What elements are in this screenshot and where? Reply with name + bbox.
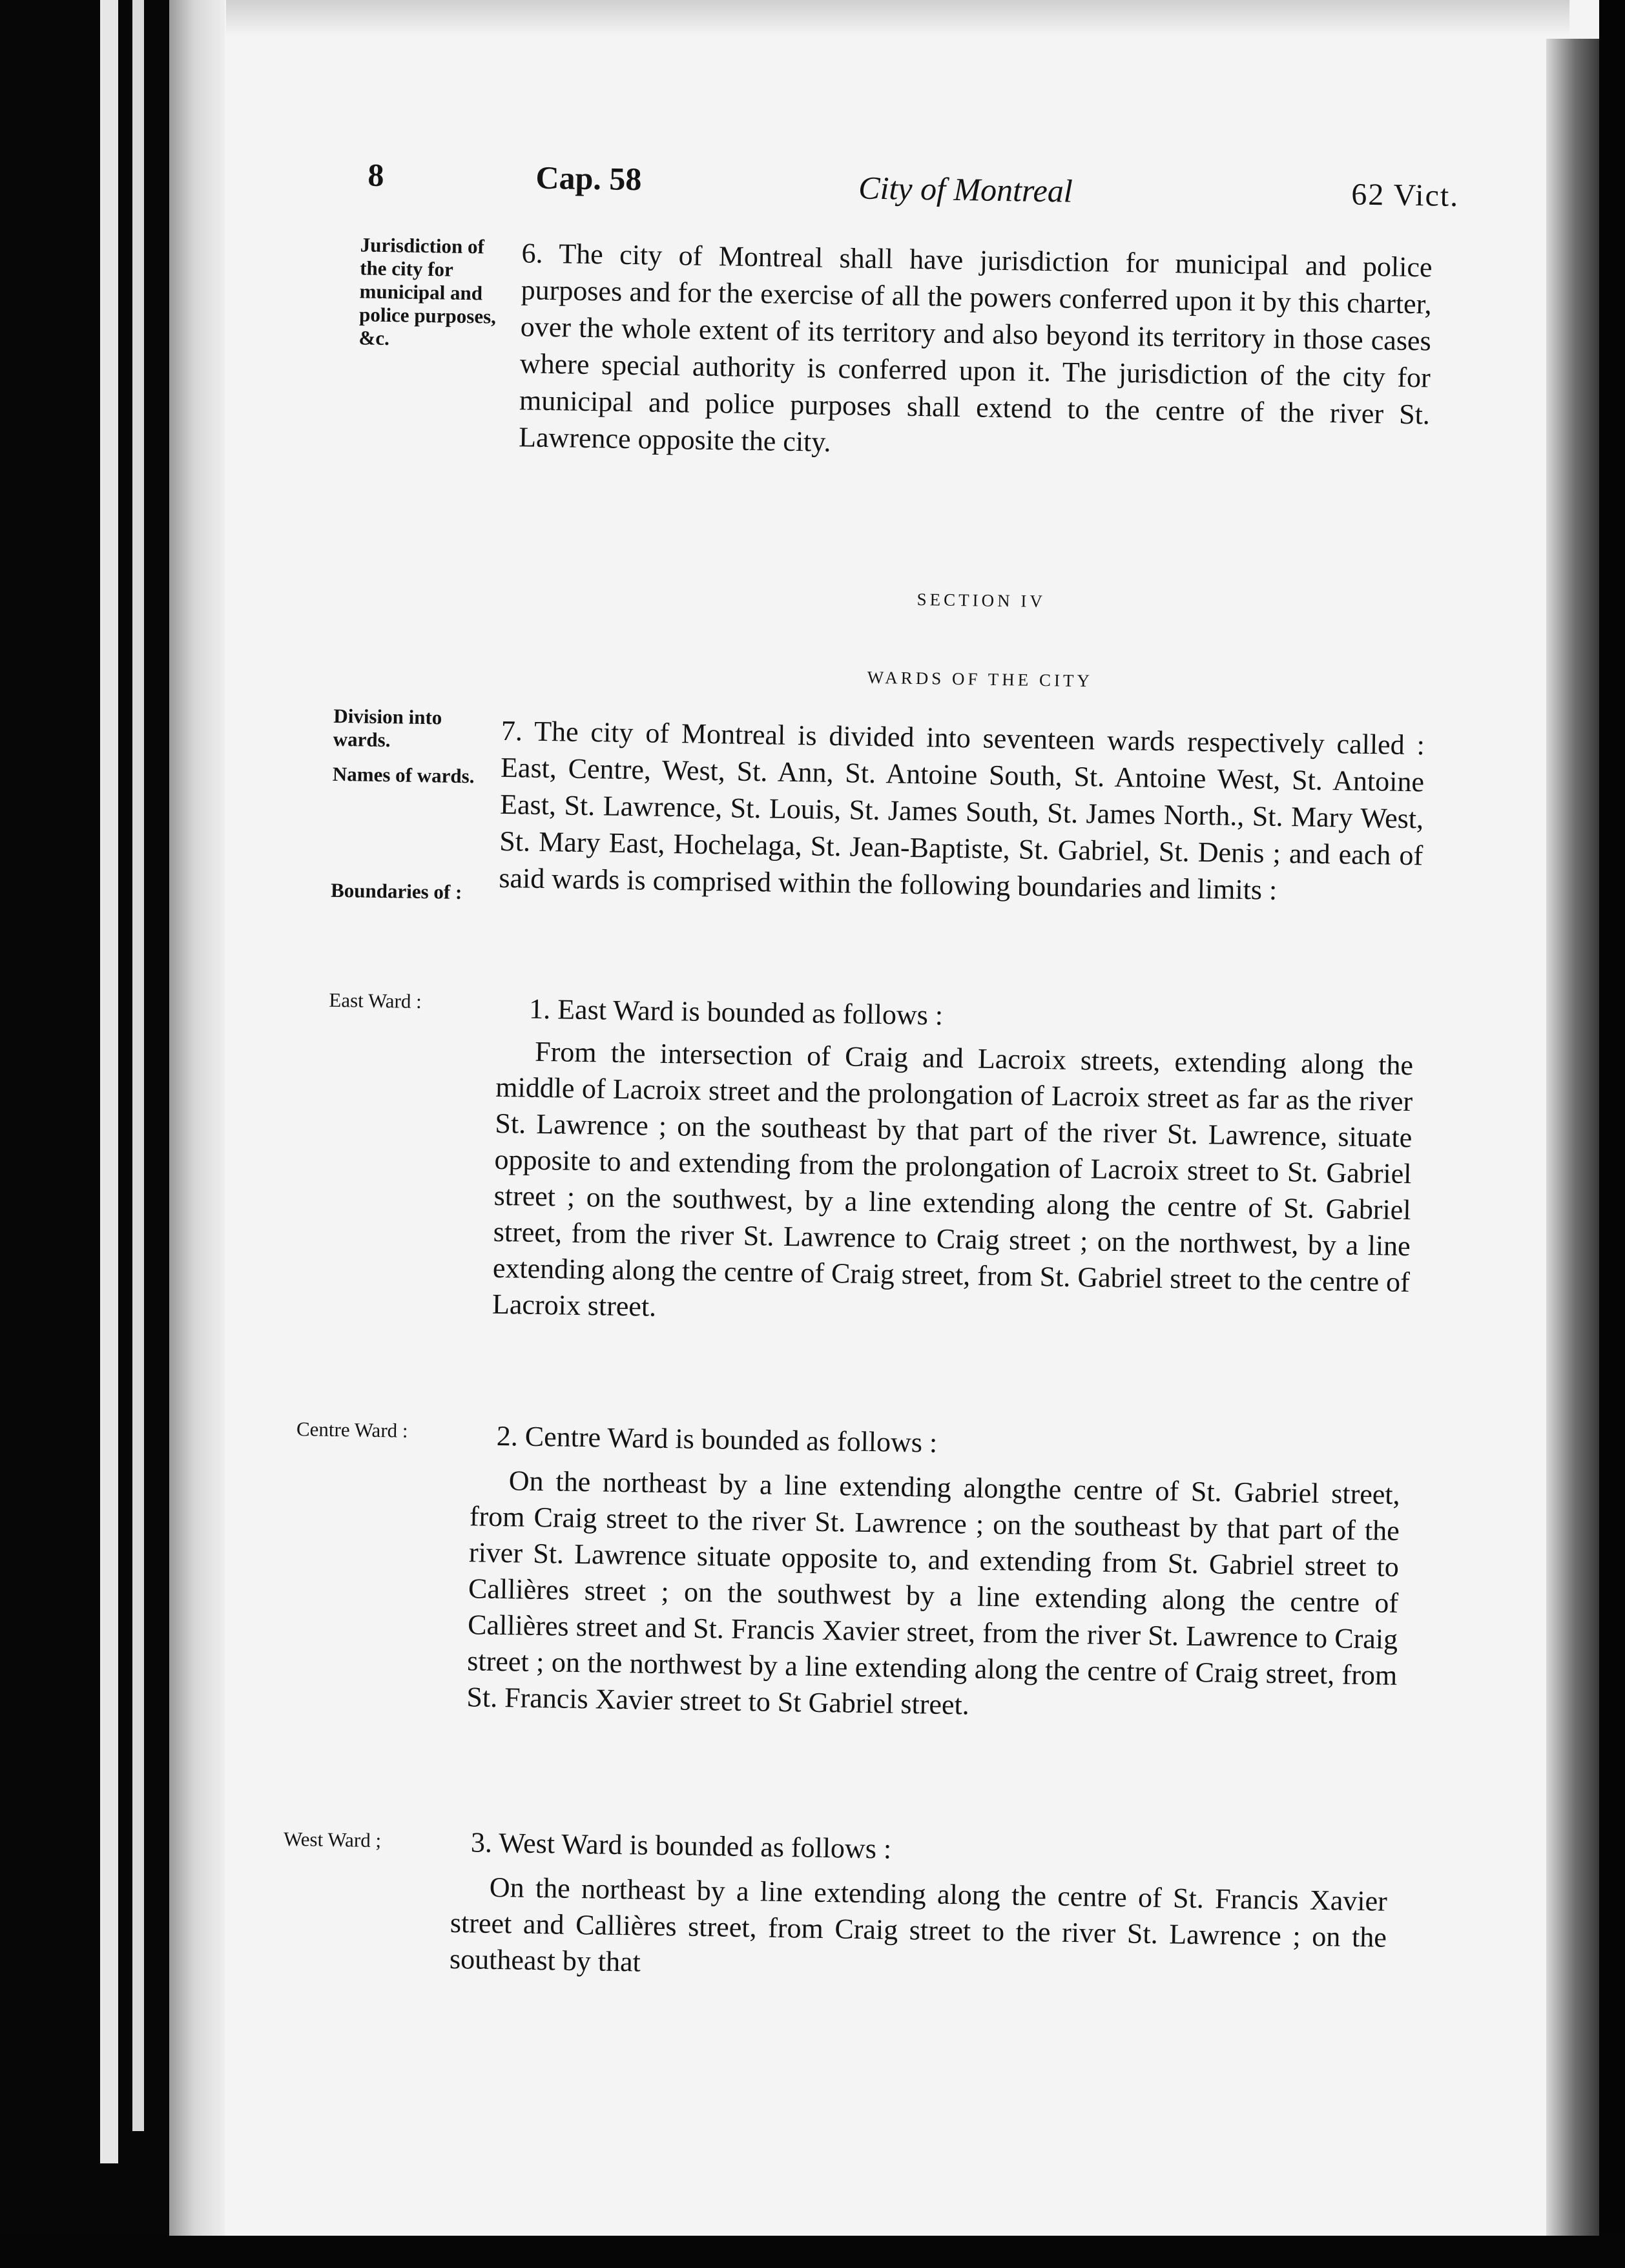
centre-ward-boundaries: On the northeast by a line extending alongthe centre of St. Gabriel street, from Craig street to the river St. Lawrence ; on the southeast by that part of the river St. Lawrence situate opposite to, and extending from St. Gabriel street to Callières street ; on the southwest by a line extending along the centre of Callières street and St. Francis Xavier street, from the river St. Lawrence to Craig street ; on the northwest by a line extending along the centre of Craig street, from St. Francis Xavier street to St Gabriel street.	[466, 1465, 1401, 1721]
scan-border-left	[0, 0, 174, 2268]
section-title: WARDS OF THE CITY	[867, 667, 1093, 691]
scan-page-edge	[100, 0, 118, 2163]
running-header	[303, 155, 1460, 231]
page-number: 8	[367, 156, 384, 193]
section-number: SECTION IV	[916, 590, 1046, 612]
margin-note-east-ward: East Ward :	[329, 988, 422, 1013]
west-ward-boundaries: On the northeast by a line extending along the centre of St. Francis Xavier street and Callières street, from Craig street to the river St. Lawrence ; on the southeast by that	[449, 1871, 1388, 1978]
east-ward-boundaries: From the intersection of Craig and Lacroix streets, extending along the middle of Lacroix street and the prolongation of Lacroix street as far as the river St. Lawrence ; on the southeast by that part of the river St. Lawrence, situate opposite to and extending from the prolongation of Lacroix street to St. Gabriel street ; on the southwest, by a line extending along the centre of St. Gabriel street, from the river St. Lawrence to Craig street ; on the northwest, by a line extending along the centre of Craig street, from St. Gabriel street to the centre of Lacroix street.	[492, 1035, 1414, 1323]
page-gutter-shadow	[169, 0, 225, 2268]
margin-note-centre-ward: Centre Ward :	[296, 1418, 408, 1442]
scan-page-edge-inner	[132, 0, 144, 2131]
scan-border-right	[1599, 0, 1625, 2268]
page-right-shadow	[1546, 39, 1599, 2268]
scan-border-bottom	[0, 2236, 1625, 2268]
page-top-shadow	[226, 0, 1569, 36]
paragraph-7: 7. The city of Montreal is divided into seventeen wards respectively called : East, Centre, West, St. Ann, St. Antoine South, St. Antoine West, St. Antoine East, St. Lawrence, St. Louis, St. James South, St. James North., St. Mary West, St. Mary East, Hochelaga, St. Jean-Baptiste, St. Gabriel, St. Denis ; and each of said wards is comprised within the following boundaries and limits :	[499, 714, 1425, 906]
margin-note-division: Division into wards.	[333, 704, 442, 752]
east-ward-heading: 1. East Ward is bounded as follows :	[528, 993, 944, 1031]
margin-note-names: Names of wards.	[332, 762, 475, 788]
regnal-year: 62 Vict.	[1351, 177, 1460, 214]
west-ward-heading: 3. West Ward is bounded as follows :	[470, 1826, 892, 1865]
margin-note-boundaries: Boundaries of :	[330, 878, 462, 903]
centre-ward-heading: 2. Centre Ward is bounded as follows :	[496, 1419, 938, 1459]
document-page	[273, 155, 1492, 2111]
margin-note-jurisdiction: Jurisdiction of the city for municipal and police purposes, &c.	[358, 233, 497, 350]
running-title: City of Montreal	[858, 169, 1073, 209]
margin-note-west-ward: West Ward ;	[283, 1827, 382, 1852]
paragraph-6: 6. The city of Montreal shall have jurisdiction for municipal and police purposes and for the exercise of all the powers conferred upon it by this charter, over the whole extent of its territory and also beyond its territory in those cases where special authority is conferred upon it. The jurisdiction of the city for municipal and police purposes shall extend to the centre of the river St. Lawrence opposite the city.	[518, 237, 1433, 458]
chapter-number: Cap. 58	[535, 159, 642, 198]
